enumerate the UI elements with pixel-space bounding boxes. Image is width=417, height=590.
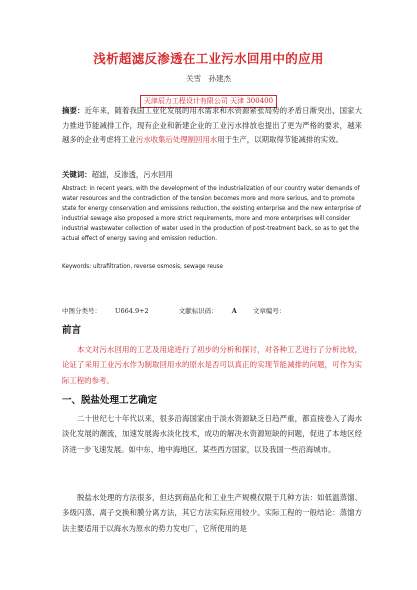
- section1-paragraph-2: 脱盐水处理的方法很多，但达到商品化和工业生产规模仅限于几种方法：如低温蒸馏、多级闪蒸、离子交换和膜分离方法，其它方法实际应用较少。实际工程的一般结论：蒸馏方法主要适用于以海水为原水的势力发电厂，它所使用的是: [62, 493, 362, 533]
- article-number: 文章编号：: [252, 307, 286, 315]
- abstract-english: Abstract: in recent years, with the development of the industrialization of our country water demands of water resources and the contradiction of the tension becomes more and more serious, and to promote state for energy conservation and emissions reduction, the existing enterprise and the new enterprise of industrial sewage also proposed a more strict requirements, more and more enterprises will consider industrial wastewater collection of water used in the production of post-treatment back, so as to get the actual effect of energy saving and emission reduction.: [62, 186, 362, 242]
- preface-heading: 前言: [62, 325, 82, 336]
- clc-number: 中图分类号： U664.9+2: [62, 307, 149, 315]
- abstract-highlight: 污水收集后处理制回用水: [135, 135, 218, 145]
- keywords-label: 关键词：: [62, 170, 92, 179]
- abstract-text-after: 用于生产，以期取得节能减排的实效。: [217, 135, 343, 145]
- keywords-english: Keywords: ultrafiltration, reverse osmosis, sewage reuse: [62, 264, 224, 270]
- preface-paragraph: 本文对污水回用的工艺及用途进行了初步的分析和探讨，对各种工艺进行了分析比较，论证了采用工业污水作为制取回用水的原水是否可以真正的实现节能减排的问题，可作为实际工程的参考。: [62, 345, 362, 385]
- document-code: 文献标识码： A: [178, 307, 237, 315]
- section1-heading: 一、脱盐处理工艺确定: [62, 395, 158, 406]
- keywords-chinese: [62, 169, 362, 180]
- paper-title: 浅析超滤反渗透在工业污水回用中的应用: [93, 51, 324, 66]
- abstract-chinese: [62, 104, 362, 148]
- abstract-text-before: 近年来，随着我国工业化发展的用水需求和水资源紧张局势的矛盾日渐突出，国家大力推进节能减排工作，现有企业和新建企业的工业污水排放也提出了更为严格的要求，越来越多的企业考虑将工业: [62, 106, 362, 145]
- affiliation-text: 天津辰力工程设计有限公司 天津 300400: [140, 95, 277, 108]
- section1-paragraph-1: 二十世纪七十年代以来，很多沿海国家由于淡水资源缺乏日趋严重，都直接卷入了海水淡化发展的潮流，加速发展海水淡化技术，成功的解决水资源短缺的问题，促进了本地区经济进一步飞速发展。如中东、地中海地区、某些西方国家，以及我国一些沿海城市。: [62, 414, 362, 454]
- classification-line: [62, 306, 362, 315]
- paper-authors: 关雪 孙建杰: [186, 74, 231, 83]
- abstract-label: 摘要：: [62, 106, 85, 115]
- keywords-text: 超滤，反渗透，污水回用: [91, 170, 173, 179]
